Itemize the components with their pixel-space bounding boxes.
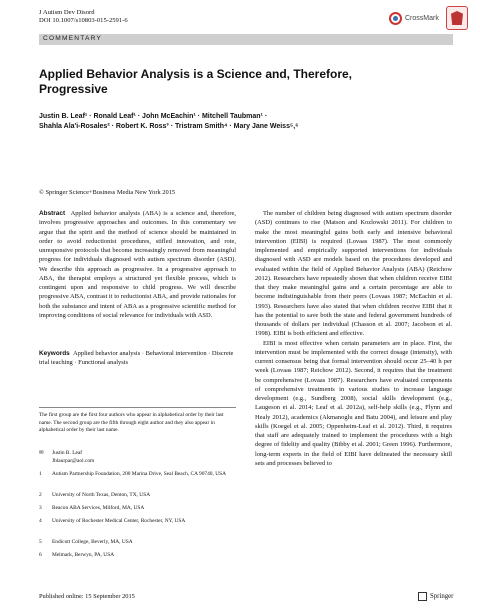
crossmark-icon xyxy=(389,12,402,25)
abstract-label: Abstract xyxy=(39,210,66,217)
body-paragraph-1: The number of children being diagnosed with autism spectrum disorder (ASD) continues to rise (Matson and Kozlowski 2011). For children to make the most meaningful gains both early and intensive behavioral intervention (EIBI) is required (Lovaas 1987). The most commonly implemented and empirically supported interventions for individuals diagnosed with ASD are models based on the procedures developed and evaluated within the field of Applied Behavior Analysis (ABA) (Reichow 2012). Researchers have repeatedly shown that when children receive EIBI that they make meaningful gains and a certain percentage are able to become indistinguishable from their peers (Lovaas 1987; McEachin et al. 1993). Researchers have also stated that when children receive EIBI that it has the potential to save both the state and federal government hundreds of thousands of dollars per individual (Chasson et al. 2007; Jacobson et al. 1998). EIBI is both efficient and effective. xyxy=(255,210,452,338)
affiliation-4: 4 University of Rochester Medical Center, Rochester, NY, USA xyxy=(39,518,186,524)
published-date: Published online: 15 September 2015 xyxy=(39,593,135,600)
authors-line-1: Justin B. Leaf¹ · Ronald Leaf¹ · John McEachin¹ · Mitchell Taubman¹ · xyxy=(39,113,268,120)
abstract xyxy=(39,209,236,320)
footnote-divider xyxy=(39,407,236,408)
journal-seal-icon xyxy=(446,6,468,30)
affiliation-contact xyxy=(39,450,236,465)
affiliation-3: 3 Beacon ABA Services, Milford, MA, USA xyxy=(39,505,145,511)
envelope-icon: ✉ xyxy=(39,450,44,456)
copyright: © Springer Science+Business Media New York 2015 xyxy=(39,189,176,196)
affiliation-2: 2 University of North Texas, Denton, TX, USA xyxy=(39,492,151,498)
doi[interactable]: DOI 10.1007/s10803-015-2591-6 xyxy=(39,17,128,24)
section-label: COMMENTARY xyxy=(43,35,103,42)
author-order-note: The first group are the first four authors who appear in alphabetical order by their last name. The second group are the fifth through eight author and they also appear in alphabetical order by their last name. xyxy=(39,412,224,434)
keywords-text: Applied behavior analysis · Behavioral intervention · Discrete trial teaching · Functional analysis xyxy=(39,350,234,367)
contact-author[interactable]: Justin B. Leaf Jblaurpar@aol.com xyxy=(52,450,95,464)
affiliation-6: 6 Melmark, Berwyn, PA, USA xyxy=(39,552,115,558)
publisher-logo xyxy=(418,592,453,601)
crossmark-badge[interactable] xyxy=(389,9,449,27)
paper-title: Applied Behavior Analysis is a Science and, Therefore, Progressive xyxy=(39,67,352,96)
abstract-text: Applied behavior analysis (ABA) is a science and, therefore, involves progressive approaches and outcomes. In this commentary we argue that the spirit and the method of science should be maintained in order to avoid reductionist procedures, stifled innovation, and rote, unresponsive protocols that become increasingly removed from meaningful progress for individuals diagnosed with autism spectrum disorder (ASD). We describe this approach as progressive. In a progressive approach to ABA, the therapist employs a structured yet flexible process, which is contingent upon and responsive to child progress. We will describe progressive ABA, contrast it to reductionist ABA, and provide rationales for both the substance and intent of ABA as a progressive scientific method for improving conditions of social relevance for individuals with ASD. xyxy=(39,210,237,319)
springer-horse-icon xyxy=(418,592,427,601)
keywords xyxy=(39,349,236,368)
publisher-name: Springer xyxy=(430,593,454,600)
journal-name: J Autism Dev Disord xyxy=(39,9,95,16)
authors-line-2: Shahla Ala'i-Rosales² · Robert K. Ross³ · Tristram Smith⁴ · Mary Jane Weiss⁵,⁶ xyxy=(39,123,299,130)
affiliation-5: 5 Endicott College, Beverly, MA, USA xyxy=(39,539,133,545)
body-paragraph-2: EIBI is most effective when certain parameters are in place. First, the intervention must be implemented with the correct dosage (intensity), with current consensus being that formal intervention should occur 25–40 h per week (Lovaas 1987; Reichow 2012). Second, it requires that the treatment be comprehensive (Lovaas 1987). Researchers have evaluated components of comprehensive treatments in various studies to increase language development (e.g., Sundberg 2008), social skills development (e.g., Laugeson et al. 2014; Leaf et al. 2012a), self-help skills (e.g., Flynn and Healy 2012), academics (Akmanoglu and Batu 2004), and leisure and play skills (Koegel et al. 2005; Oppenheim-Leaf et al. 2012). Third, it requires that staff are adequately trained to implement the procedures with a high degree of fidelity and quality (Bibby et al. 2001; Green 1996). Furthermore, long-term experts in the field of EIBI have delineated the necessary skill sets and processes believed to xyxy=(255,339,452,467)
keywords-label: Keywords xyxy=(39,350,70,357)
crossmark-label: CrossMark xyxy=(405,14,439,22)
body-text xyxy=(255,209,452,468)
affiliation-1: 1 Autism Partnership Foundation, 200 Marina Drive, Seal Beach, CA 90740, USA xyxy=(39,471,226,477)
author-list xyxy=(39,112,369,132)
